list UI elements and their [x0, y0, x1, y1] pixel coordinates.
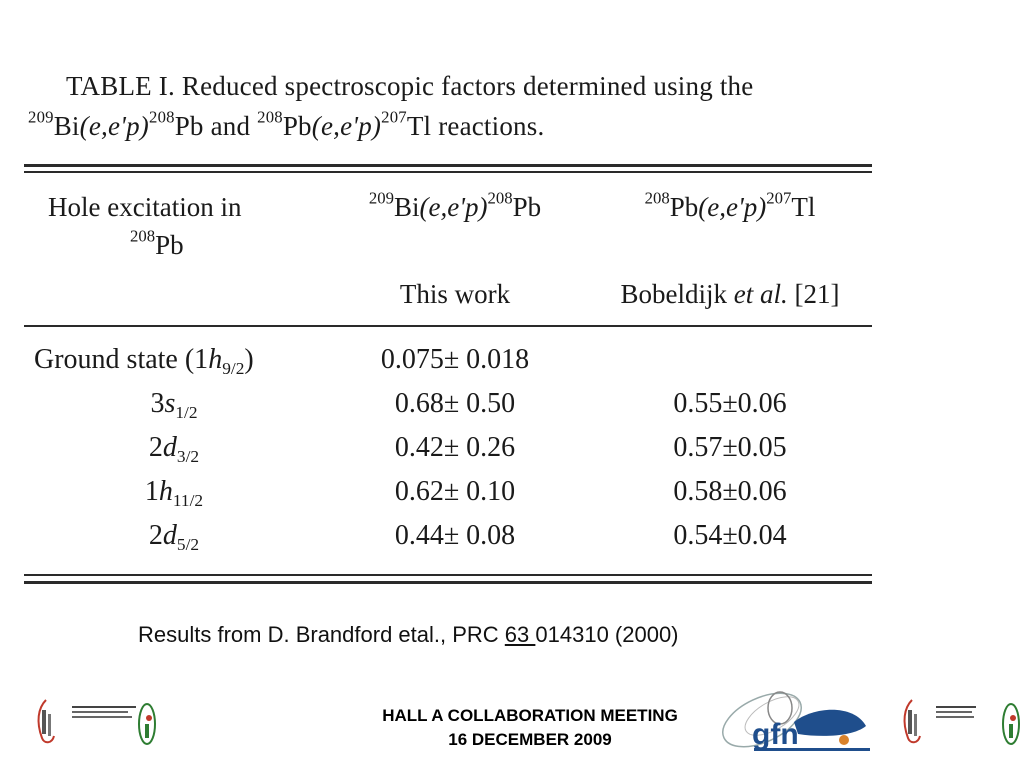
state-cell: $3s_{1/2}$: [150, 388, 198, 423]
jlab-logo-right-icon: [898, 698, 926, 746]
table-body: [24, 338, 872, 558]
pb-value-cell: 0.58±0.06: [673, 476, 787, 507]
infn-logo-right-icon: [1000, 700, 1022, 748]
pb-value-cell: 0.55±0.06: [673, 388, 787, 419]
caption-text-1: Reduced spectroscopic factors determined using the: [181, 71, 754, 101]
reaction-pb: $^{208}Pb(e,e'p)^{207}Tl$: [257, 107, 432, 141]
state-cell: $2d_{5/2}$: [148, 520, 200, 555]
caption-text-3: reactions.: [438, 111, 545, 141]
state-cell: $1h_{11/2}$: [144, 476, 204, 511]
pb-value-cell: 0.57±0.05: [673, 432, 787, 463]
pb-value-cell: 0.54±0.04: [673, 520, 787, 551]
col2-header: $^{209}Bi(e,e'p)^{208}Pb$: [368, 188, 542, 222]
jlab-logo-icon: [32, 698, 60, 746]
footer-line-1: HALL A COLLABORATION MEETING: [382, 706, 678, 725]
table-row: [24, 338, 872, 382]
thomas-jefferson-lab-wordmark-right-icon: [934, 700, 1006, 728]
bi-value-cell: 0.075± 0.018: [380, 344, 530, 375]
footer-line-2: 16 DECEMBER 2009: [448, 730, 612, 749]
table-row: [24, 382, 872, 426]
bi-value-cell: 0.42± 0.26: [394, 432, 516, 463]
table-label: TABLE I.: [66, 71, 175, 101]
state-cell: Ground state $(1h_{9/2})$: [34, 344, 254, 379]
table-row: [24, 514, 872, 558]
table-bottom-rule-2: [24, 581, 872, 584]
table-row: [24, 470, 872, 514]
col2-subheader: This work: [399, 279, 511, 309]
col3-subheader: Bobeldijk et al. [21]: [620, 279, 840, 309]
reaction-bi: $^{209}Bi(e,e'p)^{208}Pb$: [28, 107, 204, 141]
bi-value-cell: 0.44± 0.08: [394, 520, 516, 551]
thomas-jefferson-lab-wordmark-icon: [70, 700, 142, 728]
bi-value-cell: 0.62± 0.10: [394, 476, 516, 507]
results-credit: Results from D. Brandford etal., PRC 63 014310 (2000): [138, 622, 679, 647]
table-caption: [28, 66, 888, 146]
col3-header: $^{208}Pb(e,e'p)^{207}Tl$: [644, 188, 816, 222]
infn-logo-icon: [136, 700, 158, 748]
gfn-logo-icon: [714, 686, 872, 756]
table-top-rule-2: [24, 171, 872, 173]
footer-title: [340, 704, 720, 752]
reference-link[interactable]: 63: [504, 622, 536, 647]
bi-value-cell: 0.68± 0.50: [394, 388, 516, 419]
gfn-logo-text: gfn: [752, 718, 799, 751]
table-bottom-rule-1: [24, 574, 872, 576]
state-cell: $2d_{3/2}$: [148, 432, 200, 467]
table-header-rule: [24, 325, 872, 327]
caption-text-2: and: [210, 111, 251, 141]
col1-header: Hole excitation in $^{208}$Pb: [48, 192, 242, 260]
table-top-rule-1: [24, 164, 872, 167]
table-row: [24, 426, 872, 470]
